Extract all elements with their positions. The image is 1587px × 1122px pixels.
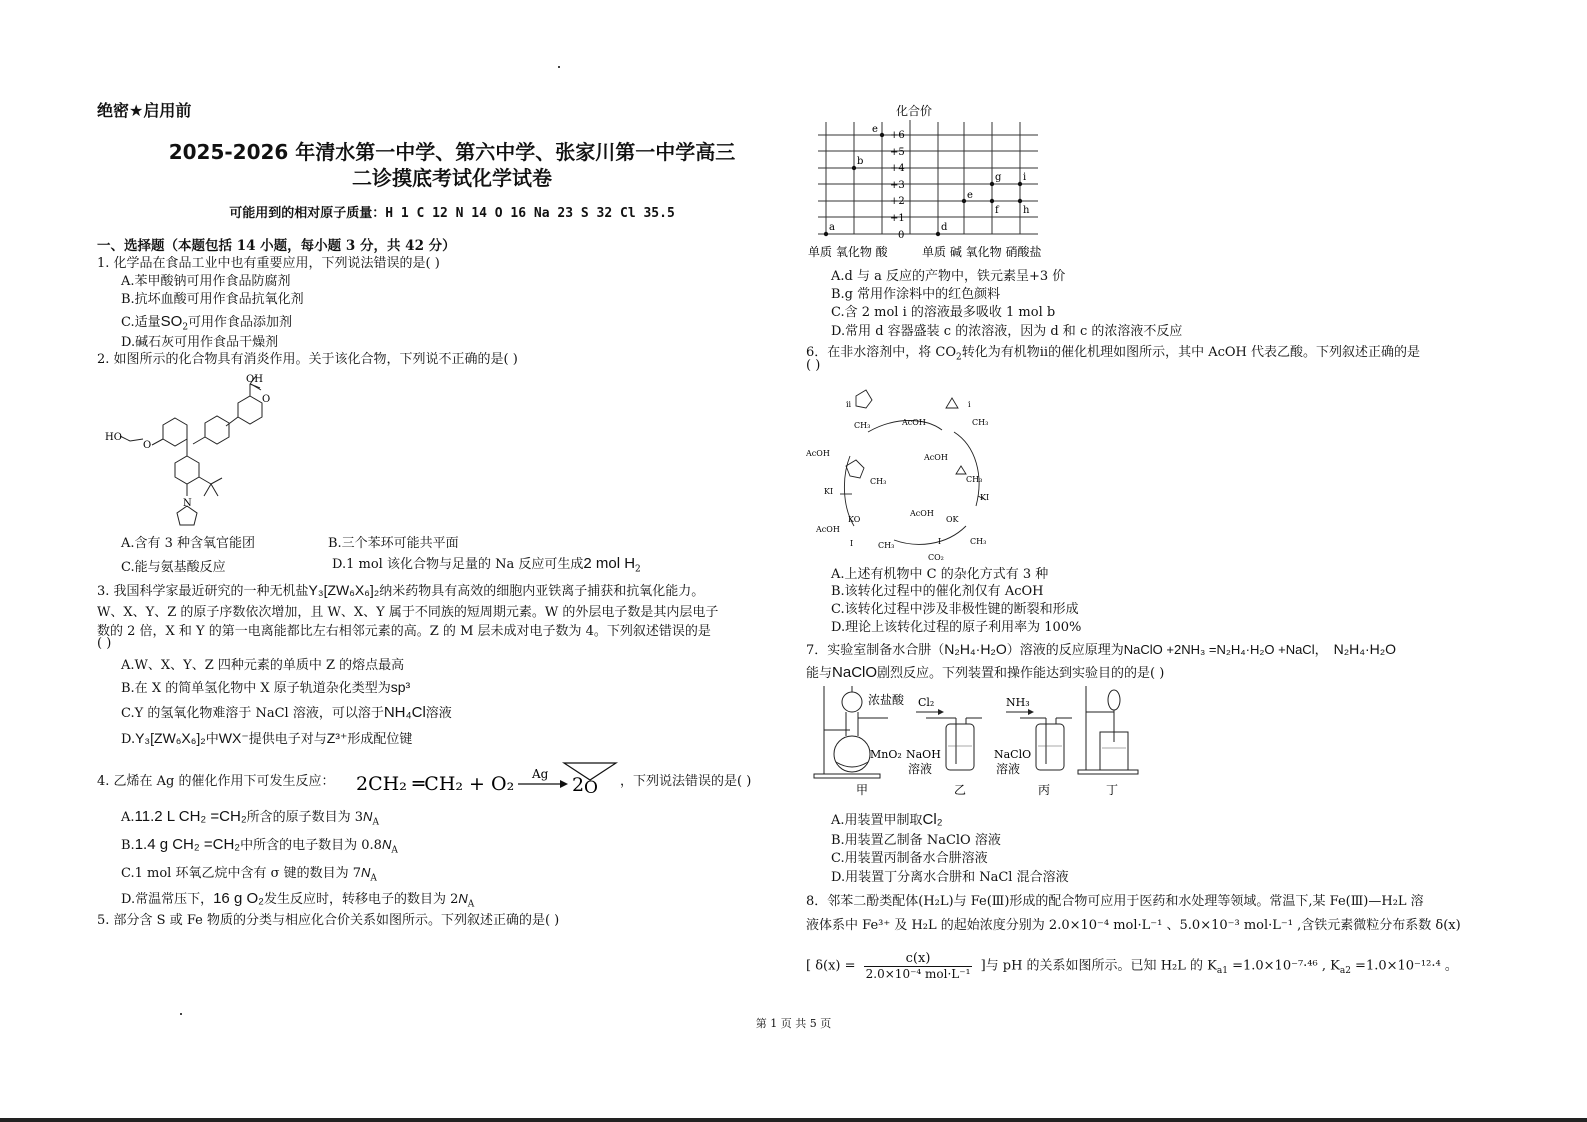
q7-option-c: C.用装置丙制备水合肼溶液 <box>831 851 988 866</box>
q5-point-e <box>962 199 966 203</box>
q5-point-label: g <box>995 172 1002 183</box>
q7-cl2-formula: Cl₂ <box>922 811 943 828</box>
q5-option-a: A.d 与 a 反应的产物中，铁元素呈+3 价 <box>831 269 1066 284</box>
q7-hydrazine-formula: N₂H₄·H₂O <box>944 641 1007 657</box>
q5-point-d <box>936 232 940 236</box>
q3-stem-prefix: 3. 我国科学家最近研究的一种无机盐 <box>97 584 309 599</box>
q8-fraction <box>864 951 973 981</box>
q1-option-c-prefix: C.适量 <box>121 315 161 330</box>
q1-option-c-suffix: 可用作食品添加剂 <box>188 315 293 330</box>
q3-option-d-ligand: WX⁻ <box>218 730 249 746</box>
q6-label-acoh: AcOH <box>902 418 926 427</box>
q4-coefficient: 2 <box>572 774 585 796</box>
q3-stem-line3: 数的 2 倍，X 和 Y 的第一电离能都比左右相邻元素的高。Z 的 M 层未成对电子数为 4。下列叙述错误的是 <box>97 624 711 639</box>
q4-option-c-prefix: C.1 mol 环氧乙烷中含有 σ 键的数目为 7 <box>121 866 362 881</box>
q6-label-ch3: CH₃ <box>970 537 987 546</box>
q3-sp3-formula: sp³ <box>390 679 411 695</box>
q1-option-c <box>121 311 292 333</box>
q6-label-ko: KO <box>848 515 861 524</box>
q7-option-d: D.用装置丁分离水合肼和 NaCl 混合溶液 <box>831 870 1069 885</box>
q3-option-d-suffix: 形成配位键 <box>347 732 413 747</box>
q3-option-c <box>121 702 452 721</box>
q2-stem: 2. 如图所示的化合物具有消炎作用。关于该化合物，下列说不正确的是( ) <box>97 352 518 367</box>
q2-n-label: N <box>183 498 192 509</box>
q4-option-b <box>121 834 398 856</box>
q3-option-b <box>121 677 410 696</box>
q6-stem-suffix: 转化为有机物ⅱ的催化机理如图所示，其中 AcOH 代表乙酸。下列叙述正确的是 <box>961 345 1420 360</box>
q8-stem-suffix: ]与 pH 的关系如图所示。已知 H₂L 的 K <box>980 958 1217 974</box>
q6-label-ch3: CH₃ <box>878 541 895 550</box>
q5-stem: 5. 部分含 S 或 Fe 物质的分类与相应化合价关系如图所示。下列叙述正确的是( ) <box>97 913 560 928</box>
secret-label: 绝密★启用前 <box>97 101 192 120</box>
q3-stem-line1 <box>97 580 704 599</box>
q8-fraction-denominator: 2.0×10⁻⁴ mol·L⁻¹ <box>865 967 971 981</box>
q5-chart-title: 化合价 <box>896 104 933 118</box>
q5-y-label: +4 <box>890 163 905 174</box>
q4-option-c-na-sub: A <box>370 873 377 884</box>
q8-stem-line2: 液体系中 Fe³⁺ 及 H₂L 的起始浓度分别为 2.0×10⁻⁴ mol·L⁻¹ 、5.0×10⁻³ mol·L⁻¹ ,含铁元素微粒分布系数 δ(x) <box>806 918 1461 933</box>
q8-fraction-numerator: c(x) <box>864 951 973 967</box>
q8-stem-line3 <box>806 951 1458 981</box>
q7-apparatus-name: 乙 <box>954 783 967 797</box>
q7-apparatus-diagram <box>810 682 1140 802</box>
q2-option-d-prefix: D.1 mol 该化合物与足量的 Na 反应可生成 <box>332 557 584 572</box>
q4-option-a-suffix: 所含的原子数目为 3 <box>246 810 364 825</box>
q7-stem2-prefix: 能与 <box>806 666 833 681</box>
section-heading: 一、选择题（本题包括 14 小题，每小题 3 分，共 42 分） <box>97 238 456 254</box>
q1-stem: 1. 化学品在食品工业中也有重要应用，下列说法错误的是( ) <box>97 256 440 271</box>
q4-equation-lhs: 2CH₂ ═CH₂ + O₂ <box>356 773 515 795</box>
q5-option-d: D.常用 d 容器盛装 c 的浓溶液，因为 d 和 c 的浓溶液不反应 <box>831 324 1183 339</box>
q6-label-ch3: CH₃ <box>972 418 989 427</box>
q5-point-a <box>824 232 828 236</box>
q3-stem-suffix: 纳米药物具有高效的细胞内亚铁离子捕获和抗氧化能力。 <box>379 584 705 599</box>
q5-point-h <box>1018 199 1022 203</box>
q4-option-c-na: N <box>361 865 371 880</box>
q7-naclo-label: NaClO <box>994 748 1032 761</box>
q5-y-label: 0 <box>898 230 905 241</box>
q4-option-d-suffix: 发生反应时，转移电子的数目为 2 <box>263 892 459 907</box>
q4-option-a-na-sub: A <box>372 817 379 828</box>
q5-y-label: +3 <box>890 180 905 191</box>
q5-y-label: +6 <box>890 130 905 141</box>
q5-point-label: e <box>872 124 878 135</box>
q5-point-label: h <box>1023 205 1030 216</box>
q4-option-d <box>121 888 474 910</box>
q7-apparatus-name: 丁 <box>1106 783 1119 797</box>
q7-hydrazine-formula2: N₂H₄·H₂O <box>1333 641 1397 657</box>
q4-option-a-prefix: A. <box>121 810 135 825</box>
q5-point-f <box>990 199 994 203</box>
q7-option-a-prefix: A.用装置甲制取 <box>831 813 923 828</box>
scan-speck <box>558 66 560 68</box>
q2-ether-o-label: O <box>143 440 152 451</box>
q5-point-label: f <box>995 205 999 216</box>
q6-label-acoh: AcOH <box>806 449 830 458</box>
q5-y-label: +2 <box>890 196 905 207</box>
q6-label-ok: OK <box>946 515 959 524</box>
q6-co2-subscript: 2 <box>956 352 962 363</box>
q7-option-b: B.用装置乙制备 NaClO 溶液 <box>831 833 1001 848</box>
q7-naoh-label: NaOH <box>906 748 941 761</box>
q3-salt-formula: Y₃[ZW₆X₆]₂ <box>308 582 380 598</box>
q2-carbonyl-o-label: O <box>262 394 271 405</box>
q5-point-label: a <box>829 222 835 233</box>
q2-option-c: C.能与氨基酸反应 <box>121 560 226 575</box>
q1-so2-subscript: 2 <box>182 322 189 333</box>
q5-option-b: B.g 常用作涂料中的红色颜料 <box>831 287 1001 302</box>
q7-nh3-label: NH₃ <box>1006 696 1030 709</box>
q6-label-acoh: AcOH <box>924 453 948 462</box>
q3-option-d <box>121 728 412 747</box>
q6-option-b: B.该转化过程中的催化剂仅有 AcOH <box>831 584 1044 599</box>
q7-apparatus-name: 甲 <box>856 783 869 797</box>
q7-naclo-formula: NaClO <box>832 664 878 681</box>
q1-option-d: D.碱石灰可用作食品干燥剂 <box>121 335 279 350</box>
q8-ka1-value: =1.0×10⁻⁷·⁴⁶ , K <box>1227 958 1340 974</box>
q6-label-ch3: CH₃ <box>870 477 887 486</box>
q6-option-a: A.上述有机物中 C 的杂化方式有 3 种 <box>831 567 1049 582</box>
q6-option-d: D.理论上该转化过程的原子利用率为 100% <box>831 620 1082 635</box>
q5-valence-chart <box>806 100 1066 262</box>
q2-ho-label: HO <box>105 432 122 443</box>
q1-option-b: B.抗坏血酸可用作食品抗氧化剂 <box>121 292 304 307</box>
q8-ka2-value: =1.0×10⁻¹²·⁴ 。 <box>1350 958 1458 974</box>
q7-stem-mid: ）溶液的反应原理为 <box>1006 643 1124 658</box>
q6-label-i: i <box>968 400 971 409</box>
q5-right-x-labels: 单质 碱 氧化物 硝酸盐 <box>922 245 1042 259</box>
q6-label-ki: KI <box>824 487 834 496</box>
q6-label-co2: CO₂ <box>928 553 944 562</box>
page-bottom-rule <box>0 1118 1587 1122</box>
atomic-masses <box>97 202 807 221</box>
q4-option-d-na: N <box>458 891 468 906</box>
q3-stem-line2: W、X、Y、Z 的原子序数依次增加，且 W、X、Y 属于不同族的短周期元素。W 的外层电子数是其内层电子 <box>97 605 719 620</box>
q2-h2-subscript: 2 <box>635 564 641 575</box>
q7-stem-line1 <box>806 639 1396 658</box>
q8-ka1-subscript: a1 <box>1216 966 1228 977</box>
q4-stem-prefix: 4. 乙烯在 Ag 的催化作用下可发生反应： <box>97 774 335 789</box>
q4-option-b-formula: 1.4 g CH₂ =CH₂ <box>134 836 241 853</box>
q7-conc-hcl-label: 浓盐酸 <box>868 693 905 707</box>
q4-option-a-na: N <box>363 809 373 824</box>
q5-point-g <box>990 182 994 186</box>
q4-catalyst: Ag <box>532 767 549 781</box>
q6-option-c: C.该转化过程中涉及非极性键的断裂和形成 <box>831 602 1079 617</box>
q6-label-i-atom: I <box>938 537 942 546</box>
q7-reaction-equation: NaClO +2NH₃ =N₂H₄·H₂O +NaCl， <box>1123 642 1328 657</box>
q8-ka2-subscript: a2 <box>1339 966 1351 977</box>
q2-option-b: B.三个苯环可能共平面 <box>328 536 459 551</box>
q3-nh4cl-formula: NH₄Cl <box>383 704 426 721</box>
q4-option-a <box>121 806 379 828</box>
q3-stem-line4: ( ) <box>97 636 112 651</box>
q3-option-d-salt: Y₃[ZW₆X₆]₂ <box>135 730 206 746</box>
q7-solution-label: 溶液 <box>996 762 1021 776</box>
q4-option-d-formula: 16 g O₂ <box>213 890 264 907</box>
q6-label-ch3: CH₃ <box>966 475 983 484</box>
q6-label-acoh: AcOH <box>816 525 840 534</box>
q8-stem-line1: 8．邻苯二酚类配体(H₂L)与 Fe(Ⅲ)形成的配合物可应用于医药和水处理等领域。常温下,某 Fe(Ⅲ)—H₂L 溶 <box>806 894 1424 909</box>
q3-option-d-mid2: 提供电子对与 <box>248 732 327 747</box>
q4-option-d-na-sub: A <box>467 899 475 910</box>
atomic-masses-values: H 1 C 12 N 14 O 16 Na 23 S 32 Cl 35.5 <box>385 206 675 221</box>
q5-point-label: b <box>857 156 864 167</box>
q2-option-d <box>332 553 641 575</box>
q3-option-a: A.W、X、Y、Z 四种元素的单质中 Z 的熔点最高 <box>121 658 405 673</box>
exam-title-line2: 二诊摸底考试化学试卷 <box>352 166 552 190</box>
q5-point-i <box>1018 182 1022 186</box>
q7-stem-line2 <box>806 662 1164 681</box>
q4-reaction-equation <box>354 758 624 798</box>
q6-stem-line2: ( ) <box>806 358 821 373</box>
q3-option-c-prefix: C.Y 的氢氧化物难溶于 NaCl 溶液，可以溶于 <box>121 706 384 721</box>
q6-label-ch3: CH₃ <box>854 421 871 430</box>
q1-option-a: A.苯甲酸钠可用作食品防腐剂 <box>121 274 291 289</box>
q3-option-d-mid: 中 <box>205 732 219 747</box>
q4-option-d-prefix: D.常温常压下， <box>121 892 214 907</box>
page-footer: 第 1 页 共 5 页 <box>755 1017 832 1030</box>
q5-point-b <box>852 166 856 170</box>
q5-option-c: C.含 2 mol i 的溶液最多吸收 1 mol b <box>831 305 1056 320</box>
q5-point-e-sulfur <box>880 133 884 137</box>
q6-label-ki: KI <box>980 493 990 502</box>
q4-option-b-suffix: 中所含的电子数目为 0.8 <box>240 838 382 853</box>
q5-y-label: +1 <box>890 213 905 224</box>
atomic-masses-label: 可能用到的相对原子质量： <box>229 206 386 221</box>
q5-point-label: d <box>941 222 948 233</box>
q2-option-a: A.含有 3 种含氧官能团 <box>121 536 256 551</box>
q1-so2-formula: SO <box>160 313 183 330</box>
q3-option-c-suffix: 溶液 <box>425 706 452 721</box>
q7-cl2-label: Cl₂ <box>918 696 935 709</box>
q3-option-d-ion: Z³⁺ <box>326 730 348 746</box>
q5-left-x-labels: 单质 氧化物 酸 <box>808 245 888 259</box>
q2-molecule-structure <box>100 368 280 533</box>
exam-title-line1: 2025-2026 年清水第一中学、第六中学、张家川第一中学高三 <box>168 140 736 164</box>
q4-option-c <box>121 862 377 884</box>
q7-stem2-suffix: 剧烈反应。下列装置和操作能达到实验目的的是( ) <box>877 666 1165 681</box>
q4-stem-suffix: ，下列说法错误的是( ) <box>620 774 752 789</box>
q7-stem-prefix: 7．实验室制备水合肼（ <box>806 643 945 658</box>
q6-catalytic-cycle-diagram <box>806 376 1006 562</box>
q7-apparatus-name: 丙 <box>1038 783 1051 797</box>
q7-solution-label: 溶液 <box>908 762 933 776</box>
q5-y-label: +5 <box>890 147 905 158</box>
q5-point-label: e <box>967 190 973 201</box>
q6-label-acoh: AcOH <box>910 509 934 518</box>
q3-option-d-prefix: D. <box>121 732 136 747</box>
q4-epoxide-o: O <box>584 778 598 798</box>
q4-option-b-na: N <box>381 837 392 852</box>
q5-point-label: i <box>1023 172 1027 183</box>
q6-stem-line1 <box>806 341 1420 363</box>
q4-option-a-formula: 11.2 L CH₂ =CH₂ <box>134 808 247 825</box>
q3-option-b-prefix: B.在 X 的简单氢化物中 X 原子轨道杂化类型为 <box>121 681 391 696</box>
q4-option-b-prefix: B. <box>121 838 135 853</box>
q2-h2-formula: 2 mol H <box>583 555 636 572</box>
q6-label-ii: ii <box>846 400 852 409</box>
q8-delta-lhs: [ δ(x) = <box>806 958 856 974</box>
q7-mno2-label: MnO₂ <box>870 748 902 761</box>
q7-option-a <box>831 809 943 828</box>
q4-option-b-na-sub: A <box>391 845 398 856</box>
q6-label-i-atom: I <box>850 539 854 548</box>
q6-stem-prefix: 6．在非水溶剂中，将 CO <box>806 345 957 360</box>
q2-oh-label: OH <box>246 374 263 385</box>
